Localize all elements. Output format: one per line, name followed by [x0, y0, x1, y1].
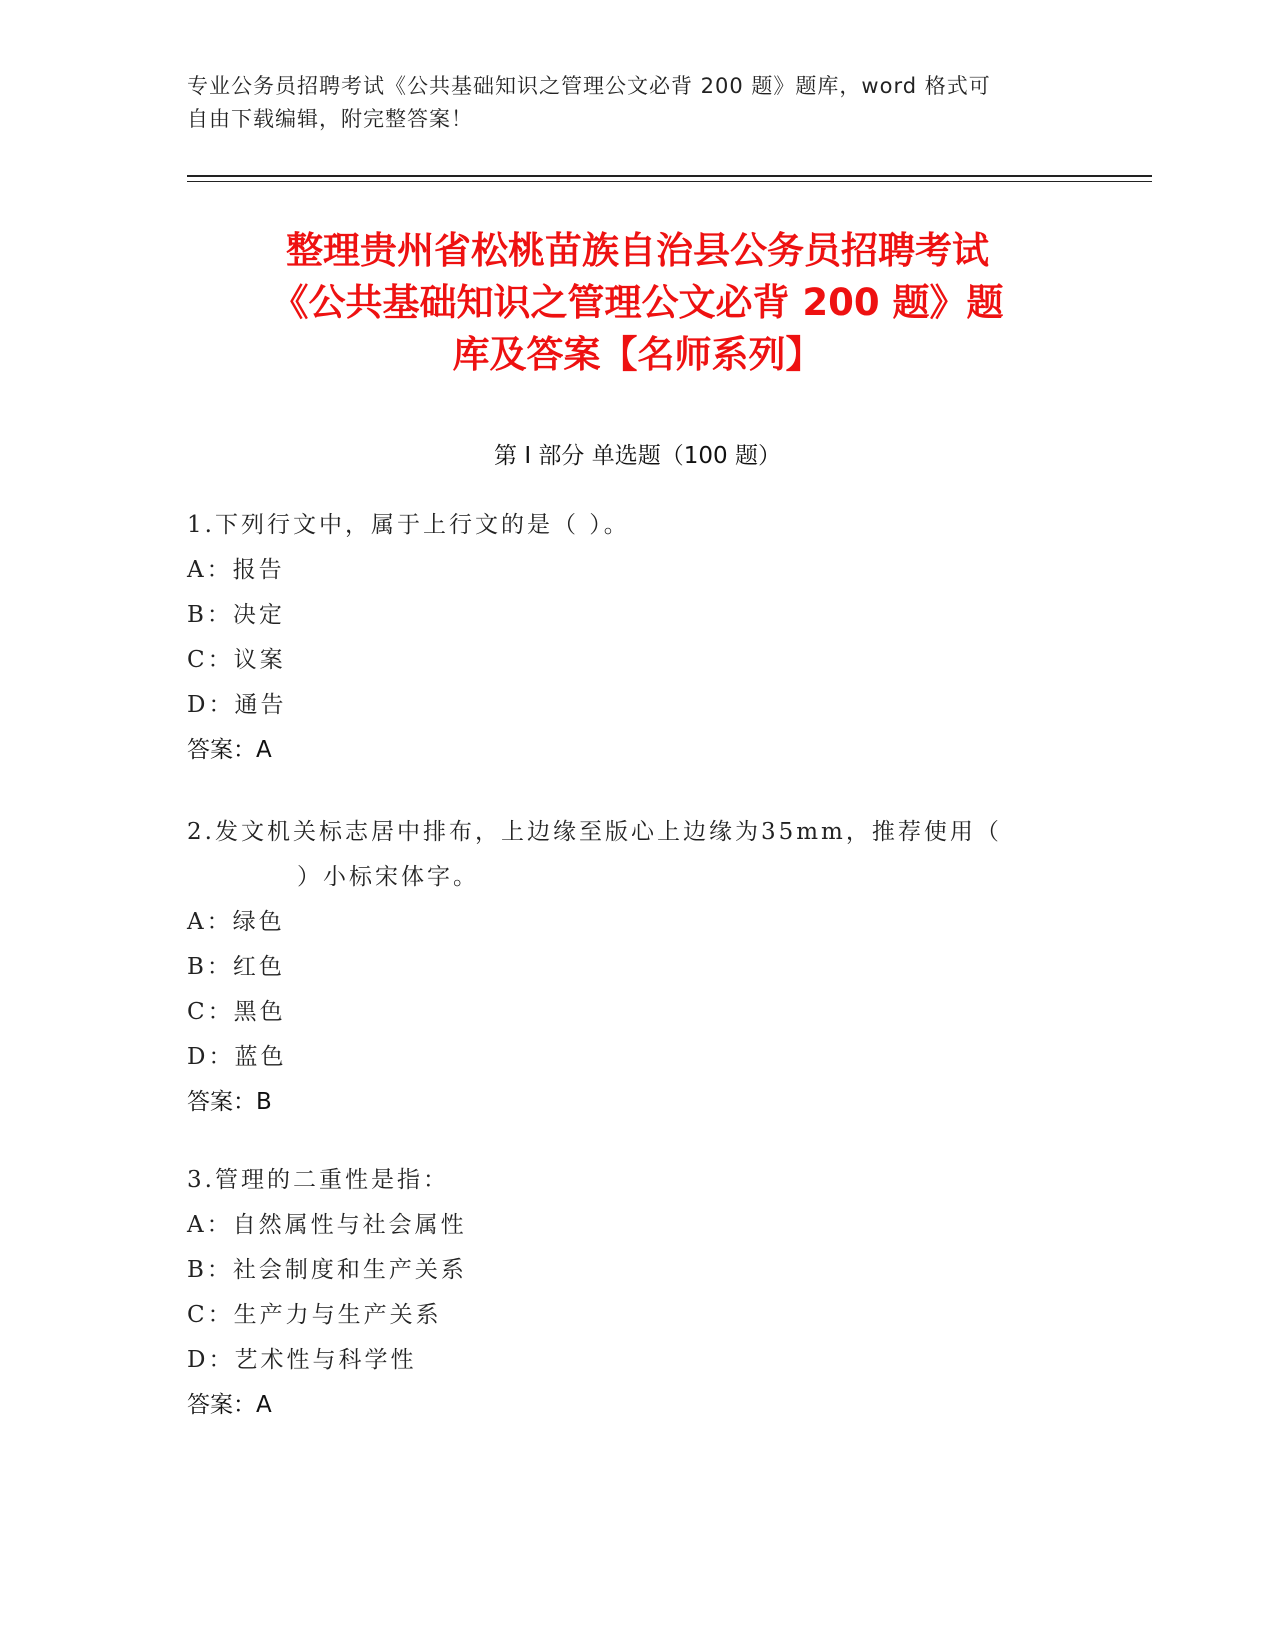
question-stem-line-1: 2.发文机关标志居中排布，上边缘至版心上边缘为35mm，推荐使用（: [187, 819, 1002, 845]
option-c: C：议案: [187, 647, 286, 673]
header-note-line-2: 自由下载编辑，附完整答案！: [187, 107, 473, 131]
option-d: D：蓝色: [187, 1044, 287, 1070]
question-stem: 1.下列行文中，属于上行文的是（ ）。: [187, 512, 630, 538]
title-line-1: 整理贵州省松桃苗族自治县公务员招聘考试: [286, 229, 989, 272]
question-stem: [187, 810, 1087, 900]
answer: 答案：B: [187, 1089, 272, 1115]
option-a: A：报告: [187, 557, 285, 583]
option-d: D：通告: [187, 692, 287, 718]
header-divider-thin: [187, 181, 1152, 182]
title-line-2: 《公共基础知识之管理公文必背 200 题》题: [271, 281, 1004, 324]
option-b: B：决定: [187, 602, 285, 628]
option-b: B：红色: [187, 954, 285, 980]
answer: 答案：A: [187, 1392, 272, 1418]
section-title: 第 I 部分 单选题（100 题）: [494, 443, 781, 469]
title-line-3: 库及答案【名师系列】: [452, 333, 823, 376]
option-a: A：绿色: [187, 909, 285, 935]
header-note-line-1: 专业公务员招聘考试《公共基础知识之管理公文必背 200 题》题库，word 格式可: [187, 74, 991, 98]
question-block: [187, 503, 1087, 773]
document-title: [150, 225, 1125, 381]
option-d: D：艺术性与科学性: [187, 1347, 417, 1373]
question-stem: 3.管理的二重性是指：: [187, 1167, 449, 1193]
question-block: [187, 1158, 1087, 1428]
option-c: C：黑色: [187, 999, 286, 1025]
option-a: A：自然属性与社会属性: [187, 1212, 467, 1238]
header-divider-thick: [187, 175, 1152, 177]
question-block: [187, 810, 1087, 1125]
answer: 答案：A: [187, 737, 272, 763]
option-c: C：生产力与生产关系: [187, 1302, 442, 1328]
header-note: [187, 70, 1067, 136]
question-stem-line-2: ）小标宋体字。: [297, 864, 479, 890]
option-b: B：社会制度和生产关系: [187, 1257, 467, 1283]
